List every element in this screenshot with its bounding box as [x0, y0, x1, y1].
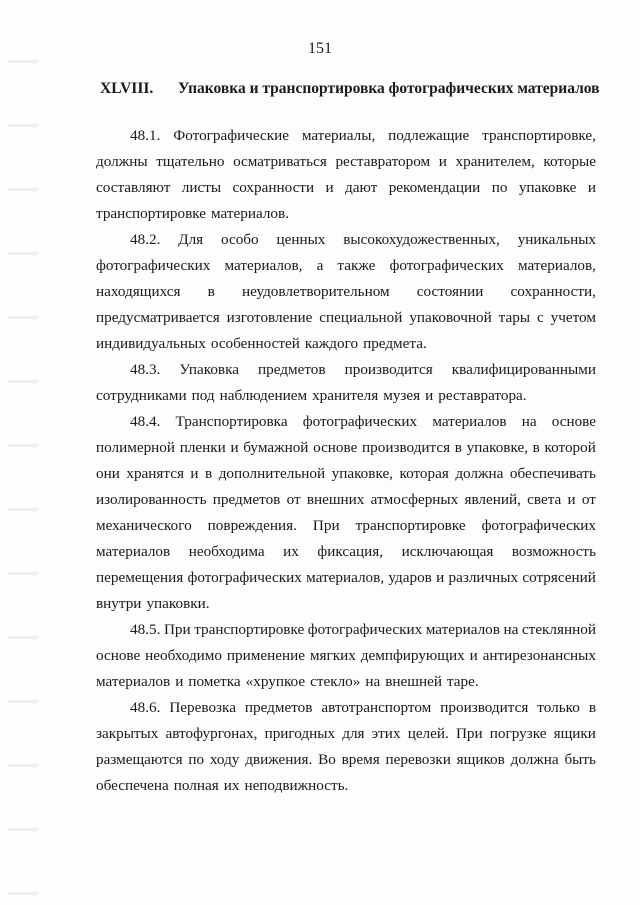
paragraph: [96, 123, 596, 227]
text-line: составляют листы сохранности и дают рекомендации по упаковке и: [96, 179, 596, 196]
text-line: предусматривается изготовление специальной упаковочной тары с учетом: [96, 309, 596, 326]
text-line: индивидуальных особенностей каждого предмета.: [96, 335, 427, 352]
text-line: закрытых автофургонах, пригодных для этих целей. При погрузке ящики: [96, 725, 596, 742]
paragraph: [96, 617, 596, 695]
text-line: 48.4. Транспортировка фотографических материалов на основе: [130, 413, 596, 430]
text-line: 48.3. Упаковка предметов производится квалифицированными: [130, 361, 596, 378]
text-line: сотрудниками под наблюдением хранителя музея и реставратора.: [96, 387, 527, 404]
text-line: 48.1. Фотографические материалы, подлежащие транспортировке,: [130, 127, 596, 144]
body-text: [96, 123, 596, 799]
section-heading: [100, 80, 600, 98]
text-line: полимерной пленки и бумажной основе производится в упаковке, в которой: [96, 439, 596, 456]
paragraph: [96, 695, 596, 799]
paragraph: [96, 357, 596, 409]
text-line: материалов необходима их фиксация, исключающая возможность: [96, 543, 596, 560]
text-line: находящихся в неудовлетворительном состоянии сохранности,: [96, 283, 596, 300]
section-number: XLVIII.: [100, 80, 154, 97]
text-line: изолированность предметов от внешних атмосферных явлений, света и от: [96, 491, 596, 508]
text-line: обеспечена полная их неподвижность.: [96, 777, 349, 794]
text-line: перемещения фотографических материалов, ударов и различных сотрясений: [96, 569, 596, 586]
text-line: внутри упаковки.: [96, 595, 210, 612]
scan-margin-artifact: [8, 0, 38, 905]
text-line: должны тщательно осматриваться реставратором и хранителем, которые: [96, 153, 596, 170]
paragraph: [96, 409, 596, 617]
text-line: они хранятся и в дополнительной упаковке, которая должна обеспечивать: [96, 465, 596, 482]
text-line: 48.2. Для особо ценных высокохудожественных, уникальных: [130, 231, 596, 248]
text-line: материалов и пометка «хрупкое стекло» на внешней таре.: [96, 673, 479, 690]
text-line: фотографических материалов, а также фотографических материалов,: [96, 257, 596, 274]
text-line: механического повреждения. При транспортировке фотографических: [96, 517, 596, 534]
section-title: Упаковка и транспортировка фотографических материалов: [178, 80, 600, 97]
text-line: размещаются по ходу движения. Во время перевозки ящиков должна быть: [96, 751, 596, 768]
text-line: 48.6. Перевозка предметов автотранспортом производится только в: [130, 699, 596, 716]
text-line: основе необходимо применение мягких демпфирующих и антирезонансных: [96, 647, 596, 664]
text-line: 48.5. При транспортировке фотографических материалов на стеклянной: [130, 621, 596, 638]
page-number: 151: [308, 40, 332, 57]
text-line: транспортировке материалов.: [96, 205, 289, 222]
paragraph: [96, 227, 596, 357]
